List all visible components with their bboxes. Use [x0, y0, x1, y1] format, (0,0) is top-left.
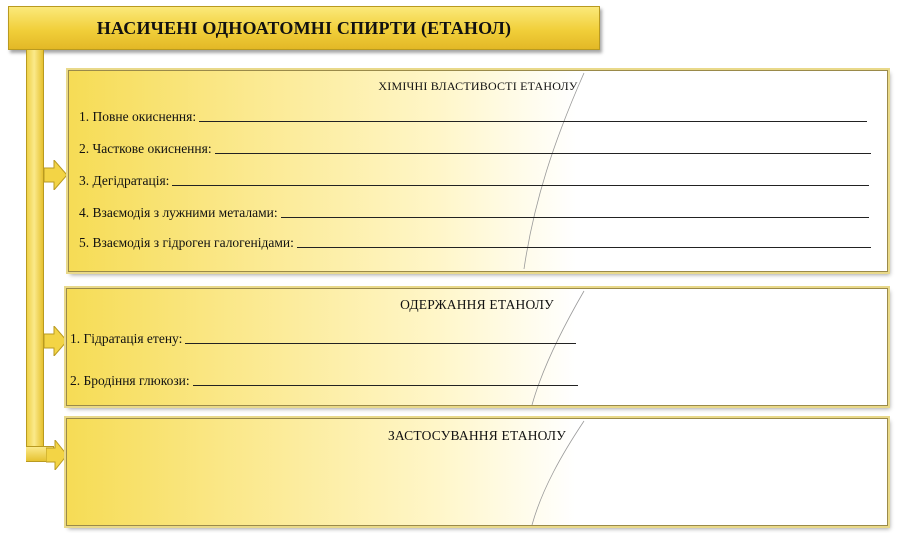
arrow-right-icon: [46, 440, 68, 470]
diagram-title: НАСИЧЕНІ ОДНОАТОМНІ СПИРТИ (ЕТАНОЛ): [96, 17, 512, 38]
arrow-right-icon: [44, 160, 68, 190]
item-label: 3. Дегідратація:: [79, 173, 170, 188]
section-heading: ОДЕРЖАННЯ ЕТАНОЛУ: [400, 297, 554, 312]
answer-line[interactable]: [172, 184, 869, 186]
section-heading: ЗАСТОСУВАННЯ ЕТАНОЛУ: [387, 428, 567, 443]
answer-line[interactable]: [193, 384, 578, 386]
list-item: [79, 173, 869, 189]
list-item: [79, 205, 869, 221]
item-label: 2. Часткове окиснення:: [79, 141, 212, 156]
answer-line[interactable]: [185, 342, 576, 344]
answer-line[interactable]: [199, 120, 867, 122]
list-item: [70, 373, 578, 389]
list-item: [79, 141, 871, 157]
diagram-title-box: [8, 6, 600, 50]
item-label: 4. Взаємодія з лужними металами:: [79, 205, 278, 220]
list-item: [79, 235, 871, 251]
answer-line[interactable]: [297, 246, 871, 248]
item-label: 5. Взаємодія з гідроген галогенідами:: [79, 235, 294, 250]
item-label: 1. Повне окиснення:: [79, 109, 197, 124]
list-item: [70, 331, 576, 347]
connector-spine: [26, 50, 44, 462]
answer-line[interactable]: [215, 152, 871, 154]
answer-line[interactable]: [281, 216, 869, 218]
section-heading: ХІМІЧНІ ВЛАСТИВОСТІ ЕТАНОЛУ: [378, 79, 578, 93]
item-label: 2. Бродіння глюкози:: [70, 373, 190, 388]
arrow-right-icon: [44, 326, 68, 356]
list-item: [79, 109, 867, 125]
panel-obtaining: [66, 288, 888, 406]
panel-applications: [66, 418, 888, 526]
item-label: 1. Гідратація етену:: [70, 331, 183, 346]
panel-chemical-properties: [68, 70, 888, 272]
